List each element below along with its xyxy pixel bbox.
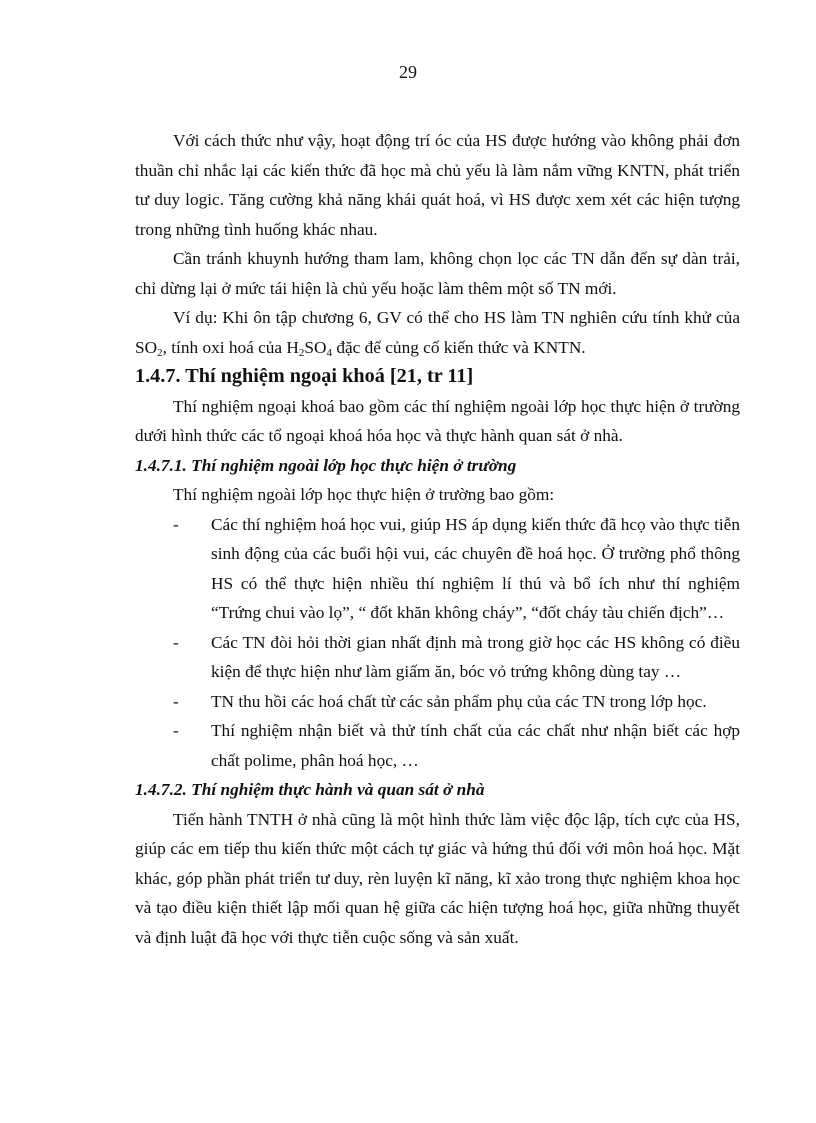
list-item-text: TN thu hồi các hoá chất từ các sản phẩm phụ của các TN trong lớp học. xyxy=(211,691,707,711)
list-intro: Thí nghiệm ngoài lớp học thực hiện ở trường bao gồm: xyxy=(173,485,555,504)
experiment-list xyxy=(135,510,740,776)
section-heading-1-4-7-1: 1.4.7.1. Thí nghiệm ngoài lớp học thực hiện ở trường xyxy=(135,455,517,475)
paragraph-1: Với cách thức như vậy, hoạt động trí óc của HS được hướng vào không phải đơn thuần chỉ nhắc lại các kiến thức đã học mà chủ yếu là làm nắm vững KNTN, phát triển tư duy logic. Tăng cường khả năng khái quát hoá, vì HS được xem xét các hiện tượng trong những tình huống khác nhau. xyxy=(135,131,740,239)
subscript-so4: 4 xyxy=(326,346,332,359)
subscript-h2: 2 xyxy=(298,346,305,359)
list-item xyxy=(135,716,740,775)
list-item xyxy=(135,687,740,717)
example-text-2: , tính oxi hoá của H xyxy=(162,337,299,357)
paragraph-example xyxy=(135,303,740,362)
paragraph-2: Cần tránh khuynh hướng tham lam, không chọn lọc các TN dẫn đến sự dàn trải, chỉ dừng lại ở mức tái hiện là chủ yếu hoặc làm thêm một số TN mới. xyxy=(135,249,740,298)
dash-bullet: - xyxy=(173,721,179,740)
paragraph-home-practice: Tiến hành TNTH ở nhà cũng là một hình thức làm việc độc lập, tích cực của HS, giúp các em tiếp thu kiến thức một cách tự giác và hứng thú đối với môn hoá học. Mặt khác, góp phần phát triển tư duy, rèn luyện kĩ năng, kĩ xảo trong thực nghiệm khoa học và tạo điều kiện thiết lập mối quan hệ giữa các hiện tượng hoá học, giữa những thuyết và định luật đã học với thực tiễn cuộc sống và sản xuất. xyxy=(135,809,740,947)
list-item xyxy=(135,510,740,628)
section-heading-1-4-7: 1.4.7. Thí nghiệm ngoại khoá [21, tr 11] xyxy=(135,365,474,387)
page-number: 29 xyxy=(399,62,417,82)
list-item-text: Thí nghiệm nhận biết và thử tính chất của các chất như nhận biết các hợp chất polime, phân hoá học, … xyxy=(211,721,740,770)
paragraph-extracurricular: Thí nghiệm ngoại khoá bao gồm các thí nghiệm ngoài lớp học thực hiện ở trường dưới hình thức các tổ ngoại khoá hóa học và thực hành quan sát ở nhà. xyxy=(135,396,740,445)
dash-bullet: - xyxy=(173,632,179,652)
dash-bullet: - xyxy=(173,514,179,534)
subscript-so2: 2 xyxy=(157,346,163,359)
section-heading-1-4-7-2: 1.4.7.2. Thí nghiệm thực hành và quan sát ở nhà xyxy=(135,780,485,799)
list-item-text: Các thí nghiệm hoá học vui, giúp HS áp dụng kiến thức đã hcọ vào thực tiễn sinh động của các buổi hội vui, các chuyên đề hoá học. Ở trường phổ thông HS có thể thực hiện nhiều thí nghiệm lí thú và bổ ích như thí nghiệm “Trứng chui vào lọ”, “ đốt khăn không cháy”, “đốt cháy tàu chiến địch”… xyxy=(211,514,740,622)
example-text-1: Ví dụ: Khi ôn tập chương 6, GV có thể cho HS làm TN nghiên cứu tính khử của SO xyxy=(135,308,740,357)
list-item-text: Các TN đòi hỏi thời gian nhất định mà trong giờ học các HS không có điều kiện để thực hiện như làm giấm ăn, bóc vỏ trứng không dùng tay … xyxy=(211,632,740,681)
list-item xyxy=(135,628,740,687)
page-body xyxy=(135,126,740,952)
example-text-4: đặc để củng cố kiến thức và KNTN. xyxy=(332,337,586,357)
dash-bullet: - xyxy=(173,691,179,711)
example-text-3: SO xyxy=(304,337,327,357)
